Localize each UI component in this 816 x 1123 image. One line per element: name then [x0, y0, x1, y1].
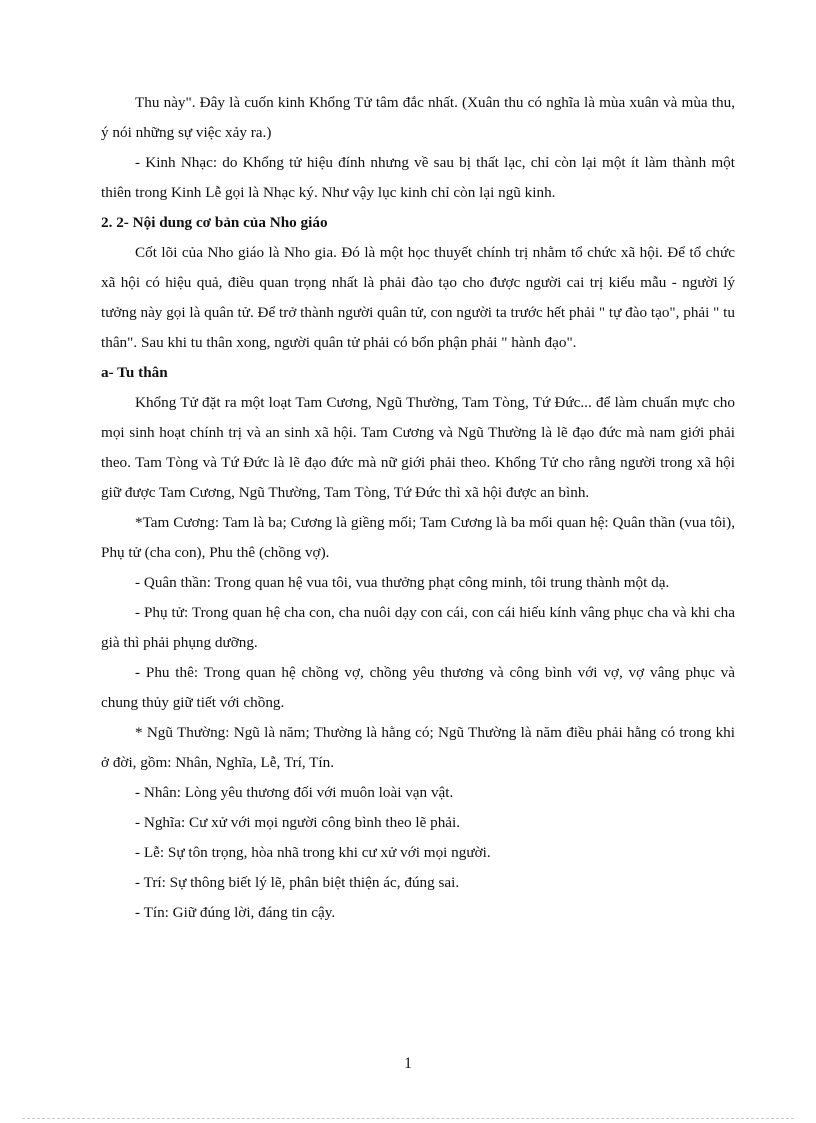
paragraph: - Lễ: Sự tôn trọng, hòa nhã trong khi cư xử với mọi người. [135, 844, 491, 861]
page-number: 1 [404, 1055, 412, 1072]
paragraph: - Kinh Nhạc: do Khổng tử hiệu đính nhưng về sau bị thất lạc, chỉ còn lại một ít làm thành một thiên trong Kinh Lễ gọi là Nhạc ký. Như vậy lục kinh chỉ còn lại ngũ kinh. [101, 154, 735, 201]
paragraph: - Tín: Giữ đúng lời, đáng tin cậy. [135, 904, 336, 921]
paragraph: - Phu thê: Trong quan hệ chồng vợ, chồng yêu thương và công bình với vợ, vợ vâng phục và chung thủy giữ tiết với chồng. [101, 664, 735, 711]
paragraph: *Tam Cương: Tam là ba; Cương là giềng mối; Tam Cương là ba mối quan hệ: Quân thần (vua tôi), Phụ tử (cha con), Phu thê (chồng vợ). [101, 514, 735, 561]
paragraph: Thu này". Đây là cuốn kinh Khổng Tử tâm đắc nhất. (Xuân thu có nghĩa là mùa xuân và mùa thu, ý nói những sự việc xảy ra.) [101, 94, 735, 141]
page-bottom-edge [22, 1118, 794, 1119]
section-heading: a- Tu thân [101, 364, 168, 381]
paragraph: - Nhân: Lòng yêu thương đối với muôn loài vạn vật. [135, 784, 454, 801]
paragraph: - Quân thần: Trong quan hệ vua tôi, vua thưởng phạt công minh, tôi trung thành một dạ. [135, 574, 670, 591]
paragraph: * Ngũ Thường: Ngũ là năm; Thường là hằng có; Ngũ Thường là năm điều phải hằng có trong khi ở đời, gồm: Nhân, Nghĩa, Lễ, Trí, Tín. [101, 724, 735, 771]
section-heading: 2. 2- Nội dung cơ bản của Nho giáo [101, 214, 328, 231]
paragraph: - Phụ tử: Trong quan hệ cha con, cha nuôi dạy con cái, con cái hiếu kính vâng phục cha và khi cha già thì phải phụng dưỡng. [101, 604, 735, 651]
paragraph: Khổng Tử đặt ra một loạt Tam Cương, Ngũ Thường, Tam Tòng, Tứ Đức... để làm chuẩn mực cho mọi sinh hoạt chính trị và an sinh xã hội. Tam Cương và Ngũ Thường là lẽ đạo đức mà nam giới phải theo. Tam Tòng và Tứ Đức là lẽ đạo đức mà nữ giới phải theo. Khổng Tử cho rằng người trong xã hội giữ được Tam Cương, Ngũ Thường, Tam Tòng, Tứ Đức thì xã hội được an bình. [101, 394, 735, 501]
paragraph: Cốt lõi của Nho giáo là Nho gia. Đó là một học thuyết chính trị nhằm tổ chức xã hội. Để tổ chức xã hội có hiệu quả, điều quan trọng nhất là phải đào tạo cho được người cai trị kiểu mẫu - người lý tưởng này gọi là quân tử. Để trở thành người quân tử, con người ta trước hết phải " tự đào tạo", phải " tu thân". Sau khi tu thân xong, người quân tử phải có bổn phận phải " hành đạo". [101, 244, 735, 351]
body-text [101, 88, 735, 928]
paragraph: - Nghĩa: Cư xử với mọi người công bình theo lẽ phải. [135, 814, 461, 831]
paragraph: - Trí: Sự thông biết lý lẽ, phân biệt thiện ác, đúng sai. [135, 874, 460, 891]
